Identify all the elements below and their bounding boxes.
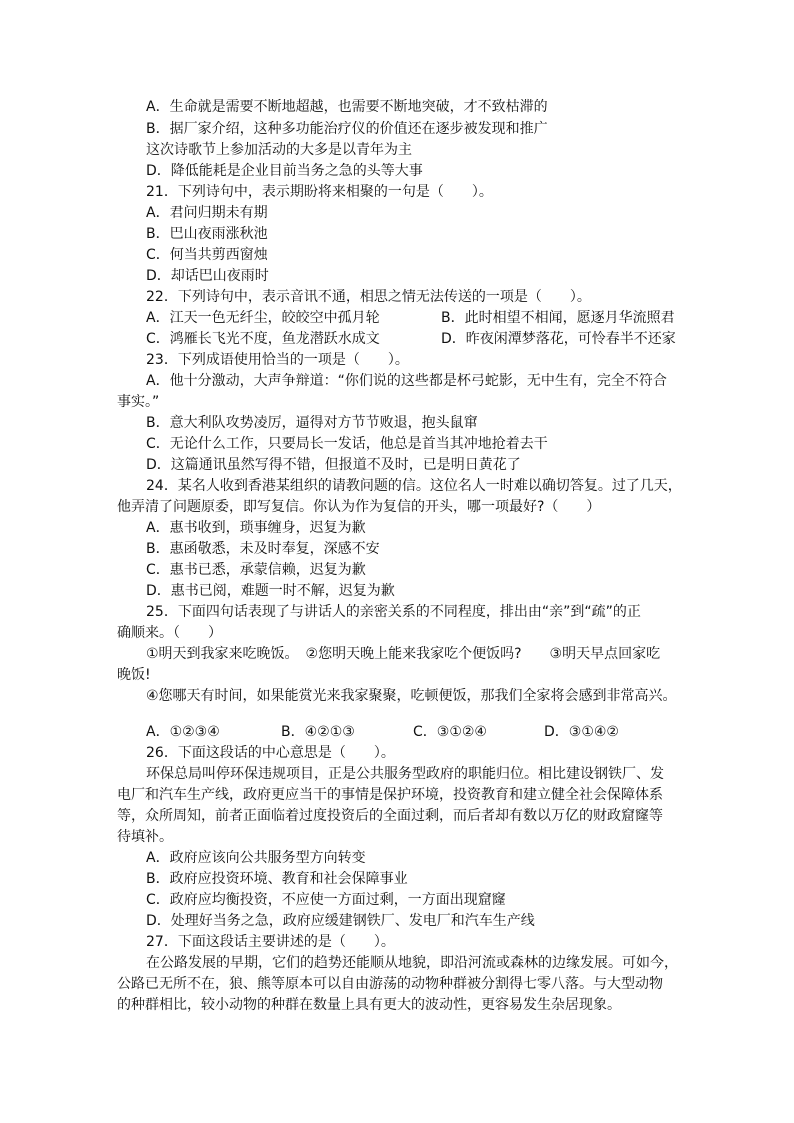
question-22: 22．下列诗句中，表示音讯不通，相思之情无法传送的一项是（ ）。 [146, 289, 591, 305]
question-24: 24．某名人收到香港某组织的请教问题的信。这位名人一时难以确切答复。过了几天， [146, 478, 682, 494]
option-line: A．江天一色无纤尘，皎皎空中孤月轮 [146, 310, 380, 326]
sentence-line: ①明天到我家来吃晚饭。 ②您明天晚上能来我家吃个便饭吗? ③明天早点回家吃 [146, 646, 661, 662]
question-25: 25．下面四句话表现了与讲话人的亲密关系的不同程度，排出由“亲”到“疏”的正 [146, 604, 641, 620]
passage-line: 电厂和汽车生产线，政府更应当干的事情是保护环境，投资教育和建立健全社会保障体系 [117, 787, 663, 803]
option-line: C．无论什么工作，只要局长一发话，他总是首当其冲地抢着去干 [146, 436, 548, 452]
option-line: A．政府应该向公共服务型方向转变 [146, 850, 366, 866]
option-line: A．①②③④ [146, 724, 220, 740]
option-line: D．惠书已阅，难题一时不解，迟复为歉 [146, 583, 395, 599]
option-line: B．此时相望不相闻，愿逐月华流照君 [441, 310, 675, 326]
option-line: B．惠函敬悉，未及时奉复，深感不安 [146, 541, 380, 557]
option-line: D．这篇通讯虽然写得不错，但报道不及时，已是明日黄花了 [146, 457, 521, 473]
option-line: B．④②①③ [281, 724, 355, 740]
option-line: A．他十分激动，大声争辩道：“你们说的这些都是杯弓蛇影，无中生有，完全不符合 [146, 373, 667, 389]
question-21: 21．下列诗句中，表示期盼将来相聚的一句是（ ）。 [146, 184, 493, 200]
sentence-line: ④您哪天有时间，如果能赏光来我家聚聚，吃顿便饭，那我们全家将会感到非常高兴。 [146, 688, 677, 704]
passage-line: 等，众所周知，前者正面临着过度投资后的全面过剩，而后者却有数以万亿的财政窟窿等 [117, 808, 663, 824]
option-line: D．昨夜闲潭梦落花，可怜春半不还家 [441, 331, 676, 347]
option-line: D．③①④② [544, 724, 619, 740]
passage-line: 的种群相比，较小动物的种群在数量上具有更大的波动性，更容易发生杂居现象。 [117, 997, 621, 1013]
option-line: C．③①②④ [413, 724, 487, 740]
option-line: D．降低能耗是企业目前当务之急的头等大事 [146, 163, 423, 179]
option-line: C．政府应均衡投资，不应使一方面过剩，一方面出现窟窿 [146, 892, 506, 908]
option-line: C．惠书已悉，承蒙信赖，迟复为歉 [146, 562, 366, 578]
option-line: B．政府应投资环境、教育和社会保障事业 [146, 871, 408, 887]
passage-line: 待填补。 [117, 829, 173, 845]
option-line: A．惠书收到，琐事缠身，迟复为歉 [146, 520, 366, 536]
option-line: 事实。” [117, 394, 160, 410]
option-line: C．何当共剪西窗烛 [146, 247, 268, 263]
option-line: D．却话巴山夜雨时 [146, 268, 269, 284]
option-line: B．意大利队攻势凌厉，逼得对方节节败退，抱头鼠窜 [146, 415, 478, 431]
option-line: 这次诗歌节上参加活动的大多是以青年为主 [146, 142, 412, 158]
option-line: A．生命就是需要不断地超越，也需要不断地突破，才不致枯滞的 [146, 99, 548, 115]
question-25-cont: 确顺来。（ ） [117, 625, 222, 641]
sentence-line: 晚饭! [117, 667, 151, 683]
passage-line: 环保总局叫停环保违规项目，正是公共服务型政府的职能归位。相比建设钢铁厂、发 [146, 766, 664, 782]
question-23: 23．下列成语使用恰当的一项是（ ）。 [146, 352, 409, 368]
question-26: 26．下面这段话的中心意思是（ ）。 [146, 745, 395, 761]
option-line: B．据厂家介绍，这种多功能治疗仪的价值还在逐步被发现和推广 [146, 121, 548, 137]
option-line: A．君问归期未有期 [146, 205, 268, 221]
passage-line: 公路已无所不在，狼、熊等原本可以自由游荡的动物种群被分割得七零八落。与大型动物 [117, 976, 663, 992]
option-line: B．巴山夜雨涨秋池 [146, 226, 268, 242]
passage-line: 在公路发展的早期，它们的趋势还能顺从地貌，即沿河流或森林的边缘发展。可如今， [146, 955, 678, 971]
option-line: D．处理好当务之急，政府应缓建钢铁厂、发电厂和汽车生产线 [146, 913, 535, 929]
option-line: C．鸿雁长飞光不度，鱼龙潜跃水成文 [146, 331, 380, 347]
question-24-cont: 他弄清了问题原委，即写复信。你认为作为复信的开头，哪一项最好?（ ） [117, 499, 601, 515]
question-27: 27．下面这段话主要讲述的是（ ）。 [146, 934, 395, 950]
